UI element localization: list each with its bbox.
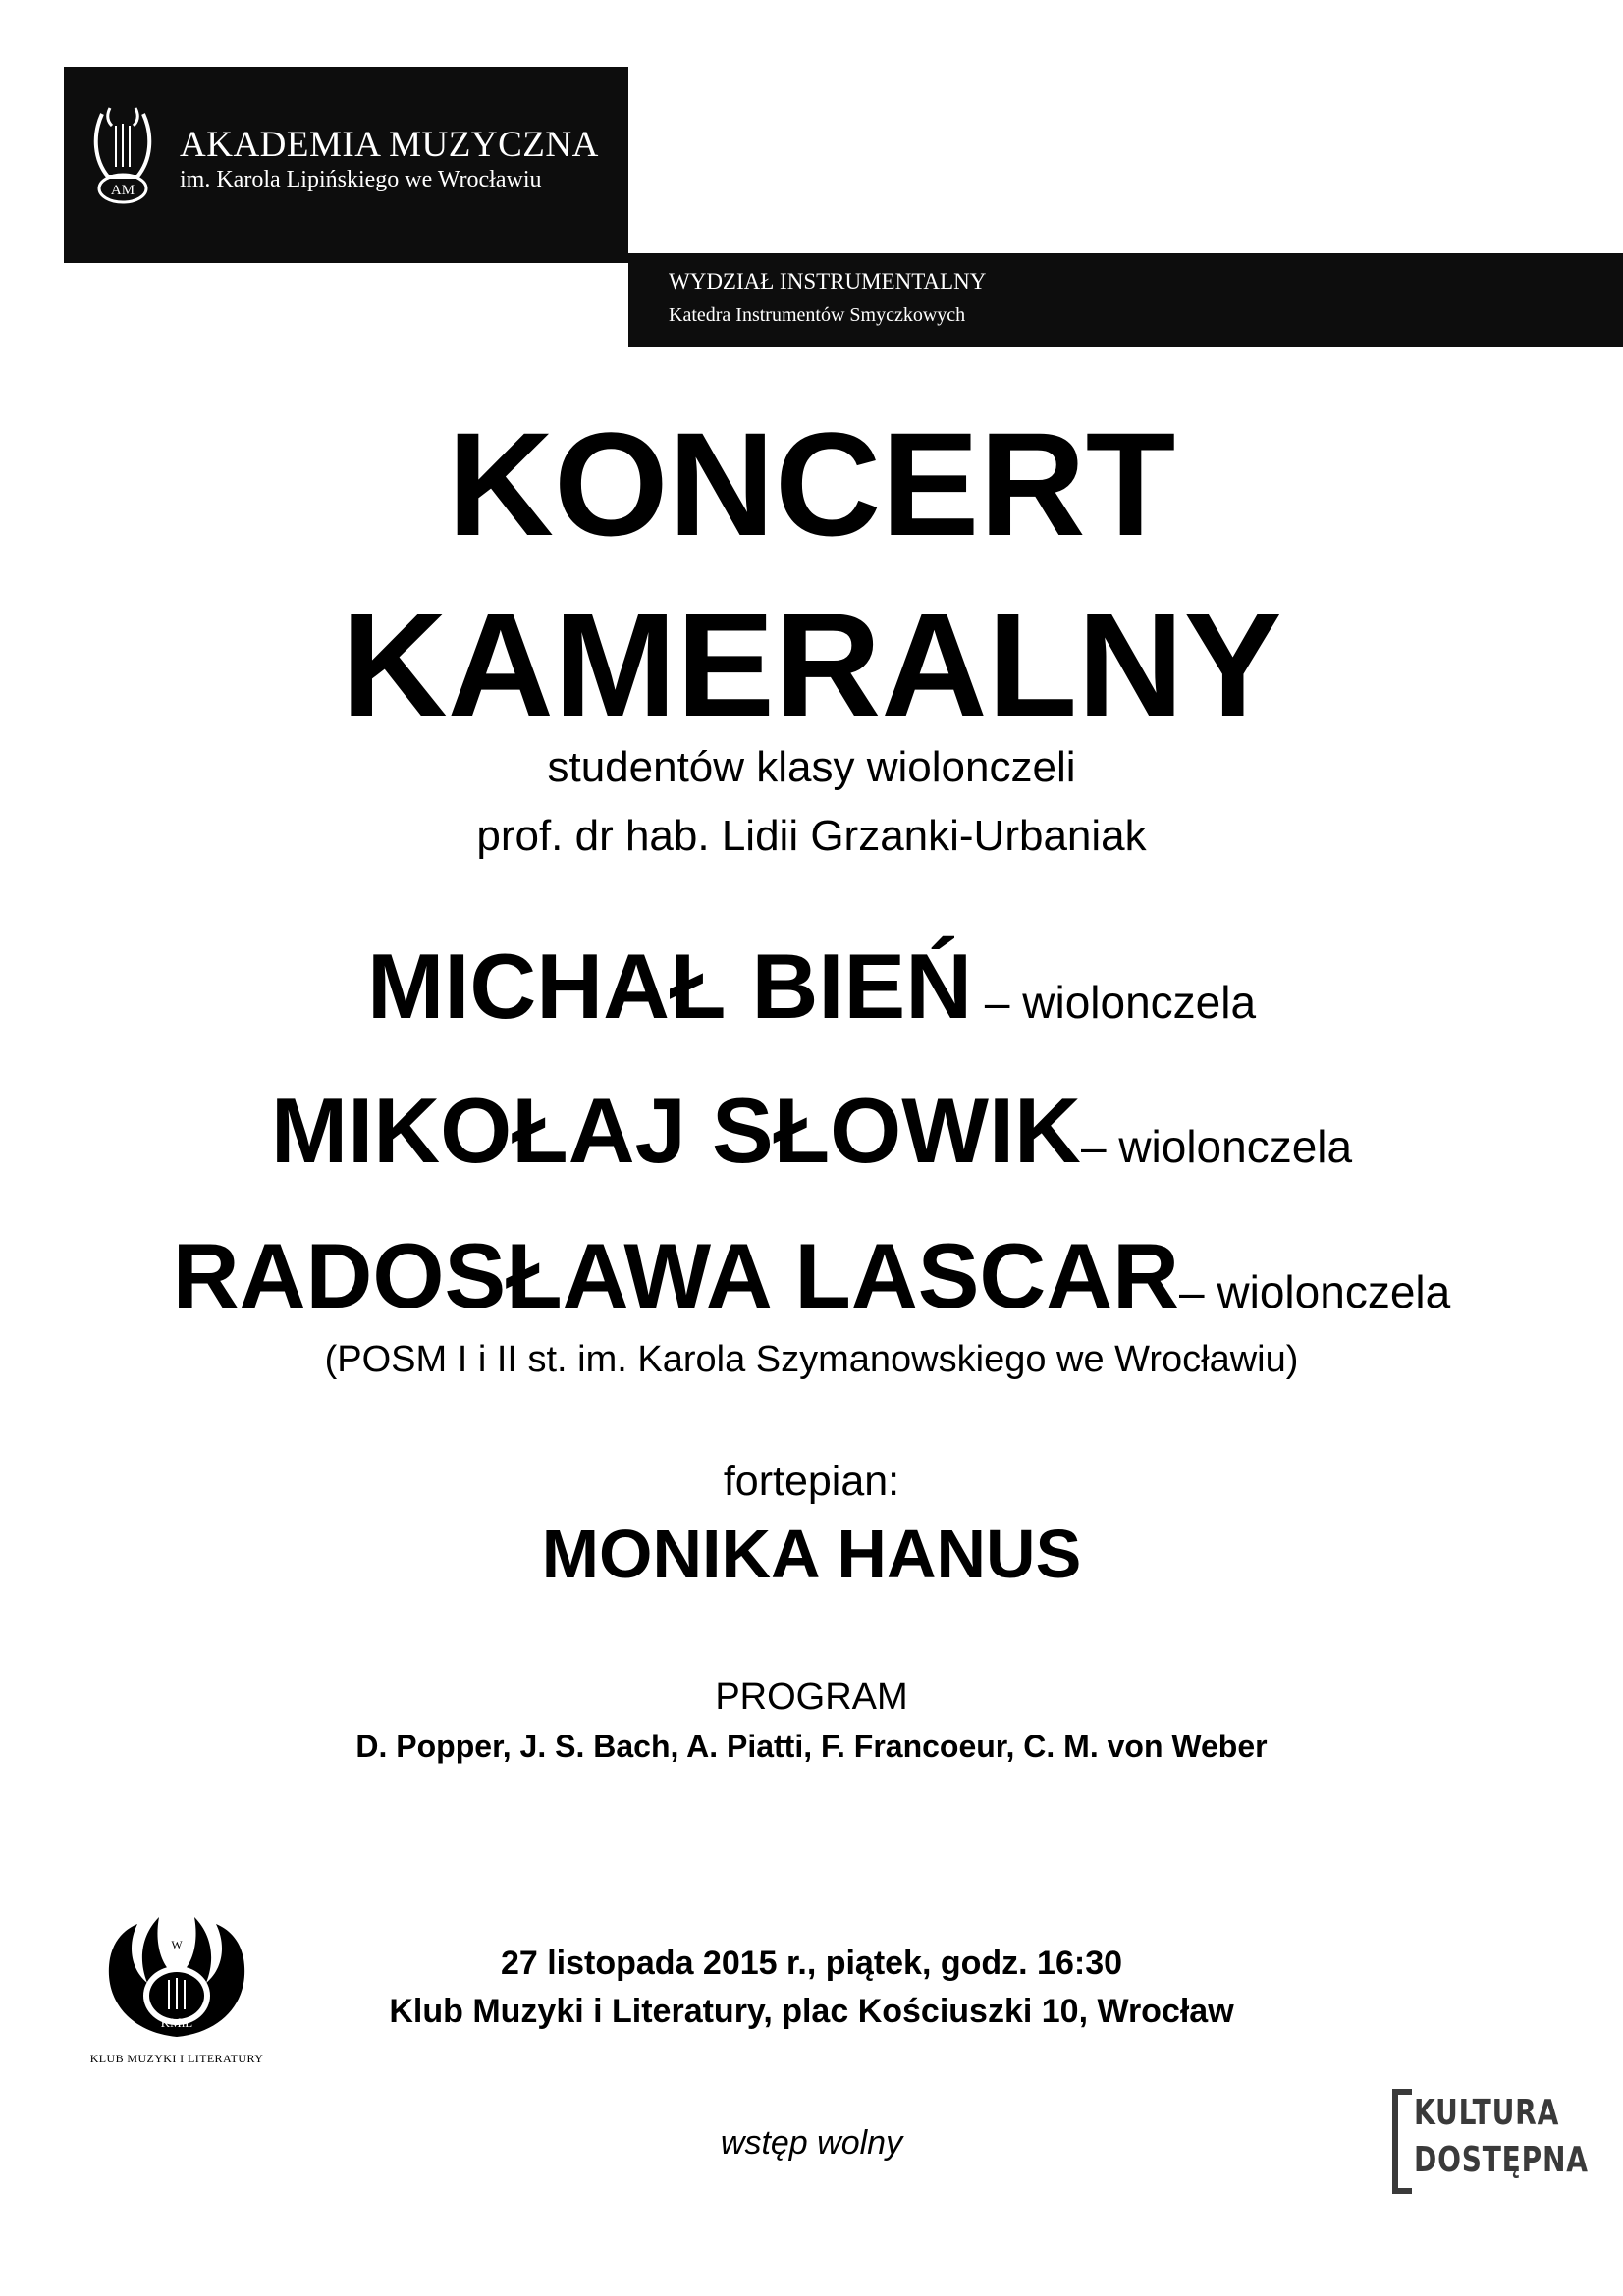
header-faculty-block	[628, 253, 1623, 347]
kmil-mark: W	[171, 1938, 183, 1951]
performer-role: – wiolonczela	[1080, 1121, 1353, 1172]
event-venue: Klub Muzyki i Literatury, plac Kościuszki 10, Wrocław	[389, 1993, 1234, 2030]
lyre-icon	[88, 106, 157, 209]
kultura-dostepna-line-1: KULTURA	[1414, 2093, 1560, 2133]
piano-label: fortepian:	[723, 1458, 900, 1505]
performer-name: MICHAŁ BIEŃ	[366, 934, 973, 1038]
performer-name: RADOSŁAWA LASCAR	[172, 1224, 1180, 1327]
subtitle-line-2: prof. dr hab. Lidii Grzanki-Urbaniak	[476, 812, 1147, 860]
event-date: 27 listopada 2015 r., piątek, godz. 16:30	[500, 1945, 1123, 1982]
kmil-logo-icon	[98, 1899, 255, 2042]
kmil-text: KMiL	[160, 2015, 193, 2030]
entry-note: wstęp wolny	[720, 2124, 903, 2162]
pianist-name: MONIKA HANUS	[541, 1516, 1082, 1592]
program-composers: D. Popper, J. S. Bach, A. Piatti, F. Francoeur, C. M. von Weber	[355, 1729, 1268, 1764]
department-name: Katedra Instrumentów Smyczkowych	[669, 304, 966, 326]
performer-2	[0, 1079, 1623, 1182]
performer-1	[0, 934, 1623, 1038]
kultura-dostepna-bracket	[1392, 2089, 1412, 2194]
performer-name: MIKOŁAJ SŁOWIK	[270, 1079, 1081, 1182]
program-label: PROGRAM	[715, 1677, 908, 1718]
performer-role: – wiolonczela	[1179, 1266, 1451, 1317]
kultura-dostepna-line-2: DOSTĘPNA	[1414, 2140, 1589, 2180]
academy-name: AKADEMIA MUZYCZNA	[180, 125, 599, 165]
subtitle-line-1: studentów klasy wiolonczeli	[547, 743, 1076, 791]
faculty-name: WYDZIAŁ INSTRUMENTALNY	[669, 269, 987, 294]
academy-subname: im. Karola Lipińskiego we Wrocławiu	[180, 167, 542, 192]
am-monogram: AM	[110, 183, 135, 198]
performer-3	[0, 1224, 1623, 1327]
title-line-1: KONCERT	[447, 401, 1176, 566]
title-line-2: KAMERALNY	[341, 582, 1282, 747]
performer-3-affiliation: (POSM I i II st. im. Karola Szymanowskiego we Wrocławiu)	[324, 1339, 1299, 1380]
performer-role: – wiolonczela	[972, 977, 1257, 1028]
kmil-caption: KLUB MUZYKI I LITERATURY	[89, 2052, 264, 2065]
